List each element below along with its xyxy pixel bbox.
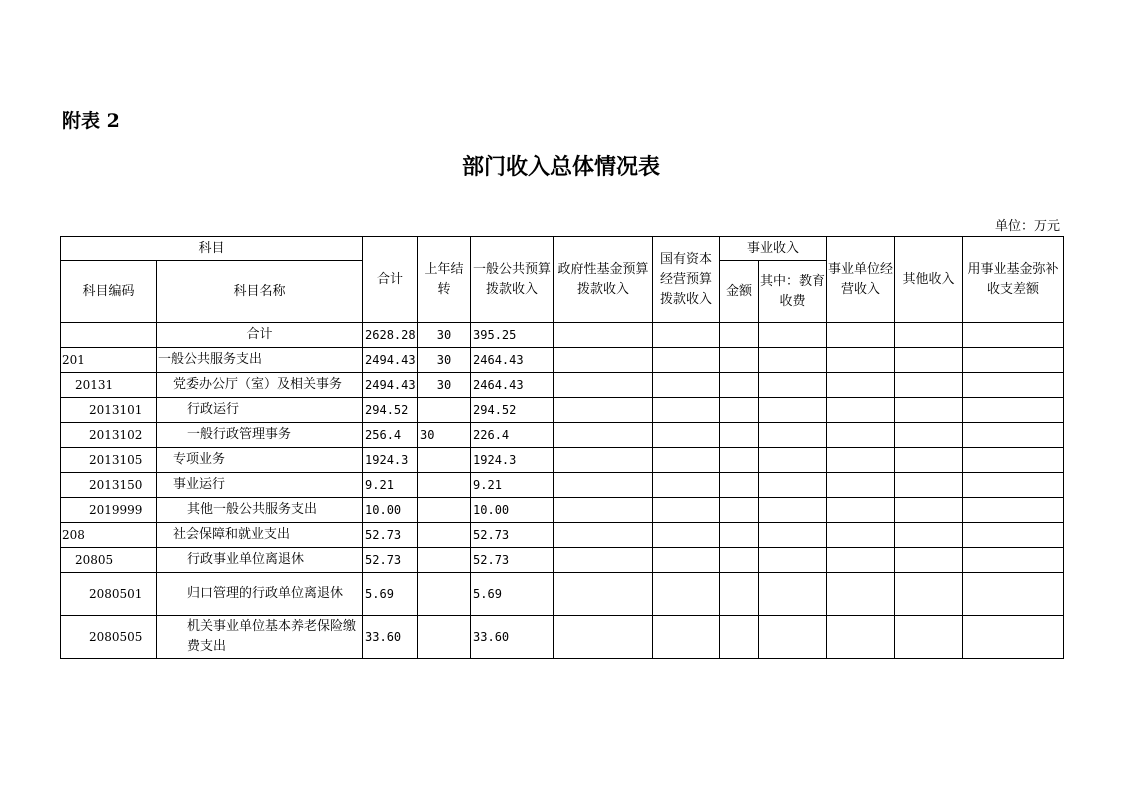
cell-fund-offset [963, 398, 1064, 423]
cell-state-capital [653, 423, 720, 448]
cell-name: 合计 [157, 323, 363, 348]
cell-total: 294.52 [363, 398, 418, 423]
cell-edu-fee [759, 348, 827, 373]
cell-fund-offset [963, 498, 1064, 523]
cell-carryover: 30 [418, 348, 471, 373]
cell-unit-operating [827, 373, 895, 398]
header-edu-fee: 其中：教育收费 [759, 261, 827, 323]
cell-state-capital [653, 473, 720, 498]
table-row [61, 573, 1064, 616]
cell-code: 20131 [61, 373, 157, 398]
cell-unit-operating [827, 573, 895, 616]
cell-total: 1924.3 [363, 448, 418, 473]
table-row [61, 348, 1064, 373]
cell-unit-operating [827, 616, 895, 659]
cell-edu-fee [759, 448, 827, 473]
cell-code: 201 [61, 348, 157, 373]
cell-other [895, 373, 963, 398]
cell-fund-offset [963, 473, 1064, 498]
cell-amount [720, 348, 759, 373]
cell-other [895, 573, 963, 616]
cell-carryover [418, 448, 471, 473]
cell-code: 2080505 [61, 616, 157, 659]
cell-amount [720, 573, 759, 616]
cell-code: 208 [61, 523, 157, 548]
cell-unit-operating [827, 548, 895, 573]
cell-state-capital [653, 323, 720, 348]
table-row [61, 323, 1064, 348]
cell-unit-operating [827, 473, 895, 498]
cell-other [895, 348, 963, 373]
cell-gov-fund [554, 498, 653, 523]
cell-general-budget: 52.73 [471, 523, 554, 548]
table-row [61, 548, 1064, 573]
cell-total: 52.73 [363, 523, 418, 548]
cell-total: 2494.43 [363, 373, 418, 398]
cell-carryover [418, 573, 471, 616]
cell-carryover [418, 548, 471, 573]
header-state-capital: 国有资本经营预算拨款收入 [653, 237, 720, 323]
cell-code [61, 323, 157, 348]
cell-other [895, 473, 963, 498]
cell-edu-fee [759, 616, 827, 659]
table-row [61, 616, 1064, 659]
cell-general-budget: 1924.3 [471, 448, 554, 473]
header-name: 科目名称 [157, 261, 363, 323]
cell-general-budget: 395.25 [471, 323, 554, 348]
cell-general-budget: 10.00 [471, 498, 554, 523]
cell-name: 行政事业单位离退休 [157, 548, 363, 573]
cell-total: 9.21 [363, 473, 418, 498]
cell-total: 5.69 [363, 573, 418, 616]
header-fund-offset: 用事业基金弥补收支差额 [963, 237, 1064, 323]
cell-amount [720, 498, 759, 523]
cell-unit-operating [827, 398, 895, 423]
cell-total: 256.4 [363, 423, 418, 448]
cell-name: 机关事业单位基本养老保险缴费支出 [157, 616, 363, 659]
cell-other [895, 398, 963, 423]
page-title: 部门收入总体情况表 [461, 154, 660, 180]
cell-other [895, 423, 963, 448]
cell-code: 2019999 [61, 498, 157, 523]
cell-amount [720, 616, 759, 659]
table-row [61, 473, 1064, 498]
cell-amount [720, 448, 759, 473]
cell-carryover [418, 498, 471, 523]
header-other: 其他收入 [895, 237, 963, 323]
cell-total: 52.73 [363, 548, 418, 573]
cell-other [895, 498, 963, 523]
cell-total: 2628.28 [363, 323, 418, 348]
cell-general-budget: 33.60 [471, 616, 554, 659]
income-table [60, 236, 1064, 659]
cell-gov-fund [554, 573, 653, 616]
cell-carryover [418, 616, 471, 659]
cell-general-budget: 5.69 [471, 573, 554, 616]
cell-gov-fund [554, 398, 653, 423]
header-business-income: 事业收入 [720, 237, 827, 261]
cell-fund-offset [963, 616, 1064, 659]
cell-gov-fund [554, 473, 653, 498]
cell-unit-operating [827, 348, 895, 373]
cell-amount [720, 373, 759, 398]
cell-general-budget: 2464.43 [471, 373, 554, 398]
table-row [61, 398, 1064, 423]
cell-unit-operating [827, 448, 895, 473]
cell-name: 行政运行 [157, 398, 363, 423]
header-amount: 金额 [720, 261, 759, 323]
cell-carryover: 30 [418, 423, 471, 448]
cell-fund-offset [963, 548, 1064, 573]
cell-amount [720, 473, 759, 498]
cell-general-budget: 226.4 [471, 423, 554, 448]
cell-total: 33.60 [363, 616, 418, 659]
cell-name: 一般行政管理事务 [157, 423, 363, 448]
cell-unit-operating [827, 423, 895, 448]
cell-name: 归口管理的行政单位离退休 [157, 573, 363, 616]
cell-carryover: 30 [418, 323, 471, 348]
cell-fund-offset [963, 323, 1064, 348]
cell-general-budget: 9.21 [471, 473, 554, 498]
cell-code: 2013102 [61, 423, 157, 448]
cell-unit-operating [827, 498, 895, 523]
table-row [61, 423, 1064, 448]
cell-state-capital [653, 348, 720, 373]
cell-state-capital [653, 573, 720, 616]
cell-gov-fund [554, 373, 653, 398]
cell-edu-fee [759, 523, 827, 548]
cell-carryover: 30 [418, 373, 471, 398]
cell-other [895, 616, 963, 659]
cell-general-budget: 294.52 [471, 398, 554, 423]
cell-gov-fund [554, 448, 653, 473]
cell-fund-offset [963, 373, 1064, 398]
cell-code: 20805 [61, 548, 157, 573]
cell-carryover [418, 398, 471, 423]
cell-gov-fund [554, 348, 653, 373]
cell-edu-fee [759, 323, 827, 348]
cell-state-capital [653, 373, 720, 398]
attachment-label: 附表 2 [62, 110, 120, 132]
header-total: 合计 [363, 237, 418, 323]
header-code: 科目编码 [61, 261, 157, 323]
cell-fund-offset [963, 423, 1064, 448]
cell-gov-fund [554, 423, 653, 448]
table-row [61, 498, 1064, 523]
header-general-budget: 一般公共预算拨款收入 [471, 237, 554, 323]
cell-amount [720, 548, 759, 573]
header-unit-operating: 事业单位经营收入 [827, 237, 895, 323]
cell-carryover [418, 473, 471, 498]
header-carryover: 上年结转 [418, 237, 471, 323]
header-subject: 科目 [61, 237, 363, 261]
cell-carryover [418, 523, 471, 548]
cell-total: 2494.43 [363, 348, 418, 373]
cell-gov-fund [554, 523, 653, 548]
cell-edu-fee [759, 423, 827, 448]
cell-edu-fee [759, 498, 827, 523]
cell-name: 社会保障和就业支出 [157, 523, 363, 548]
header-gov-fund: 政府性基金预算拨款收入 [554, 237, 653, 323]
unit-label: 单位：万元 [994, 219, 1060, 234]
cell-amount [720, 323, 759, 348]
table-row [61, 448, 1064, 473]
table-row [61, 373, 1064, 398]
cell-edu-fee [759, 548, 827, 573]
cell-state-capital [653, 398, 720, 423]
cell-edu-fee [759, 373, 827, 398]
cell-fund-offset [963, 448, 1064, 473]
cell-name: 党委办公厅（室）及相关事务 [157, 373, 363, 398]
cell-unit-operating [827, 323, 895, 348]
cell-state-capital [653, 448, 720, 473]
table-row [61, 523, 1064, 548]
cell-code: 2013101 [61, 398, 157, 423]
cell-other [895, 323, 963, 348]
cell-edu-fee [759, 398, 827, 423]
cell-name: 事业运行 [157, 473, 363, 498]
cell-amount [720, 523, 759, 548]
cell-amount [720, 398, 759, 423]
cell-total: 10.00 [363, 498, 418, 523]
cell-general-budget: 52.73 [471, 548, 554, 573]
cell-amount [720, 423, 759, 448]
cell-fund-offset [963, 523, 1064, 548]
cell-unit-operating [827, 523, 895, 548]
cell-name: 专项业务 [157, 448, 363, 473]
cell-fund-offset [963, 573, 1064, 616]
cell-gov-fund [554, 323, 653, 348]
cell-gov-fund [554, 616, 653, 659]
cell-name: 其他一般公共服务支出 [157, 498, 363, 523]
cell-state-capital [653, 523, 720, 548]
cell-edu-fee [759, 573, 827, 616]
cell-code: 2013150 [61, 473, 157, 498]
cell-other [895, 523, 963, 548]
cell-state-capital [653, 616, 720, 659]
cell-edu-fee [759, 473, 827, 498]
cell-state-capital [653, 548, 720, 573]
cell-name: 一般公共服务支出 [157, 348, 363, 373]
cell-other [895, 548, 963, 573]
cell-code: 2013105 [61, 448, 157, 473]
cell-other [895, 448, 963, 473]
cell-state-capital [653, 498, 720, 523]
cell-gov-fund [554, 548, 653, 573]
cell-fund-offset [963, 348, 1064, 373]
cell-code: 2080501 [61, 573, 157, 616]
cell-general-budget: 2464.43 [471, 348, 554, 373]
